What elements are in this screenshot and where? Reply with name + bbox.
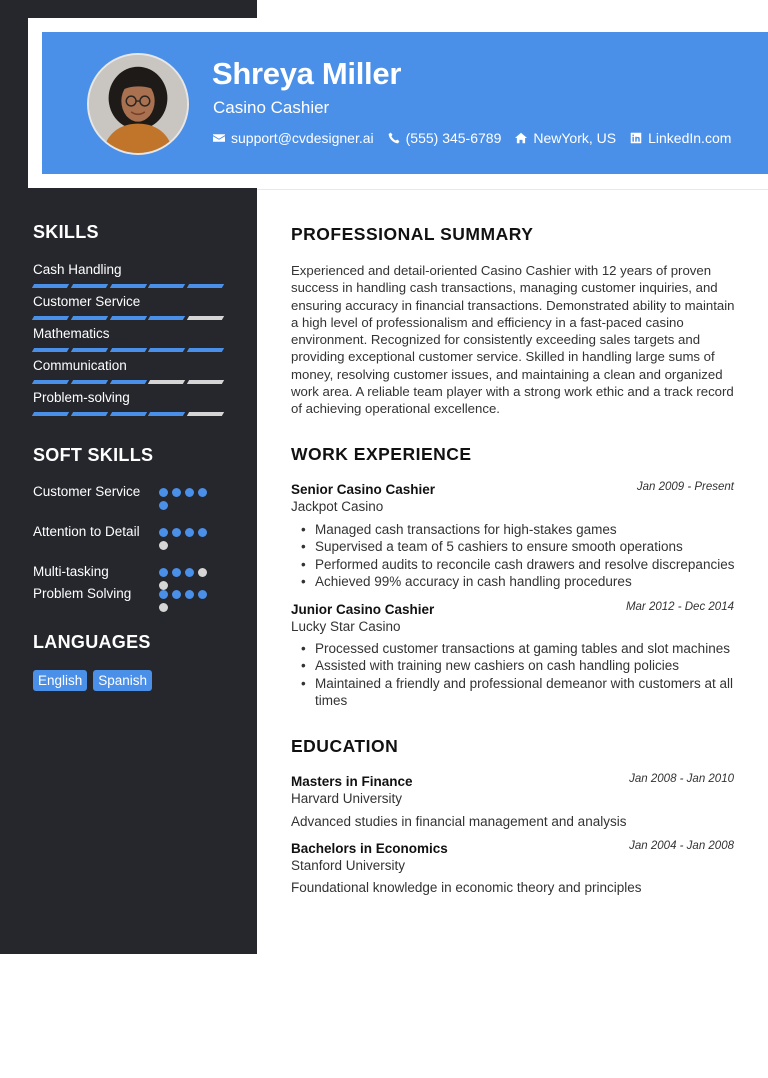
degree-dates: Jan 2004 - Jan 2008	[629, 840, 734, 852]
skill-rating-bar	[33, 380, 223, 384]
rating-dot-filled	[159, 528, 168, 537]
job-bullet: • Maintained a friendly and professional demeanor with customers at all times	[298, 675, 738, 710]
soft-skill-label: Problem Solving	[33, 586, 132, 601]
degree-school: Stanford University	[291, 858, 406, 873]
rating-dot-filled	[185, 488, 194, 497]
linkedin-icon	[630, 132, 642, 144]
soft-skills-heading: SOFT SKILLS	[33, 445, 154, 465]
header-divider	[257, 189, 768, 190]
job-company: Lucky Star Casino	[291, 619, 401, 634]
skill-label: Problem-solving	[33, 390, 130, 405]
skill-label: Customer Service	[33, 294, 141, 309]
language-badge-spanish: Spanish	[93, 670, 152, 691]
skill-rating-bar	[33, 412, 223, 416]
job-bullet: • Achieved 99% accuracy in cash handling procedures	[298, 573, 738, 590]
envelope-icon	[213, 132, 225, 144]
job-bullet: • Performed audits to reconcile cash drawers and resolve discrepancies	[298, 556, 738, 573]
job-company: Jackpot Casino	[291, 499, 384, 514]
rating-dot-filled	[198, 590, 207, 599]
soft-skill-label: Attention to Detail	[33, 524, 140, 539]
skill-segment-filled	[187, 284, 224, 288]
skill-segment-filled	[187, 348, 224, 352]
soft-skill-item	[33, 563, 233, 581]
soft-skill-label: Multi-tasking	[33, 564, 109, 579]
degree-description: Foundational knowledge in economic theory and principles	[291, 880, 642, 895]
job-bullet: • Supervised a team of 5 cashiers to ensure smooth operations	[298, 538, 738, 555]
degree-school: Harvard University	[291, 791, 403, 806]
skill-segment-empty	[187, 412, 224, 416]
job-dates: Jan 2009 - Present	[636, 481, 734, 493]
avatar	[87, 53, 189, 155]
skill-rating-bar	[33, 316, 223, 320]
skill-rating-bar	[33, 348, 223, 352]
rating-dot-empty	[159, 541, 168, 550]
skill-segment-filled	[32, 348, 69, 352]
skill-item	[33, 262, 223, 288]
rating-dot-empty	[159, 603, 168, 612]
skill-segment-empty	[187, 316, 224, 320]
skills-heading: SKILLS	[33, 222, 99, 242]
job-bullet: • Assisted with training new cashiers on cash handling policies	[298, 657, 738, 674]
skill-segment-filled	[148, 348, 185, 352]
skill-label: Cash Handling	[33, 262, 122, 277]
skill-item	[33, 294, 223, 320]
skill-item	[33, 390, 223, 416]
skill-segment-filled	[148, 316, 185, 320]
education-heading: EDUCATION	[291, 736, 399, 756]
skill-item	[33, 326, 223, 352]
skill-segment-filled	[109, 284, 146, 288]
rating-dot-filled	[159, 568, 168, 577]
contact-email[interactable]	[213, 130, 374, 146]
rating-dot-filled	[185, 528, 194, 537]
degree-description: Advanced studies in financial management and analysis	[291, 814, 627, 829]
job-bullet: • Managed cash transactions for high-stakes games	[298, 521, 738, 538]
soft-skill-rating-dots	[159, 488, 215, 510]
rating-dot-filled	[198, 528, 207, 537]
skill-segment-filled	[148, 412, 185, 416]
header	[28, 18, 768, 188]
job-dates: Mar 2012 - Dec 2014	[625, 601, 734, 613]
contact-location-text: NewYork, US	[533, 130, 617, 146]
contact-list	[213, 130, 731, 146]
candidate-role: Casino Cashier	[213, 98, 330, 117]
job-title: Senior Casino Cashier	[291, 482, 436, 497]
rating-dot-filled	[172, 590, 181, 599]
rating-dot-filled	[172, 488, 181, 497]
job-bullet: • Processed customer transactions at gaming tables and slot machines	[298, 640, 738, 657]
rating-dot-filled	[185, 568, 194, 577]
skill-segment-filled	[109, 316, 146, 320]
soft-skill-item	[33, 523, 233, 541]
skill-segment-filled	[32, 380, 69, 384]
rating-dot-empty	[198, 568, 207, 577]
skill-segment-filled	[71, 412, 108, 416]
soft-skill-label: Customer Service	[33, 484, 141, 499]
skill-label: Mathematics	[33, 326, 110, 341]
language-list	[33, 670, 152, 691]
skill-segment-filled	[32, 316, 69, 320]
skill-segment-empty	[148, 380, 185, 384]
degree-title: Masters in Finance	[291, 774, 413, 789]
soft-skill-item	[33, 585, 233, 603]
skill-segment-filled	[71, 380, 108, 384]
soft-skill-rating-dots	[159, 528, 215, 550]
languages-heading: LANGUAGES	[33, 632, 151, 652]
degree-title: Bachelors in Economics	[291, 841, 448, 856]
skill-segment-filled	[148, 284, 185, 288]
soft-skill-rating-dots	[159, 590, 215, 612]
skill-segment-filled	[71, 316, 108, 320]
rating-dot-filled	[185, 590, 194, 599]
job-title: Junior Casino Cashier	[291, 602, 435, 617]
skill-segment-filled	[32, 284, 69, 288]
rating-dot-filled	[159, 501, 168, 510]
skill-segment-filled	[109, 348, 146, 352]
skill-segment-filled	[109, 380, 146, 384]
skill-segment-filled	[109, 412, 146, 416]
rating-dot-filled	[172, 528, 181, 537]
degree-dates: Jan 2008 - Jan 2010	[629, 773, 734, 785]
rating-dot-filled	[159, 590, 168, 599]
skill-segment-empty	[187, 380, 224, 384]
phone-icon	[388, 132, 400, 144]
home-icon	[515, 132, 527, 144]
contact-linkedin-text: LinkedIn.com	[648, 130, 732, 146]
contact-linkedin[interactable]	[630, 130, 731, 146]
summary-text: Experienced and detail-oriented Casino Cashier with 12 years of proven success in handling cash transactions, managing customer inquiries, and ensuring accuracy in financial transactions. Demonstrated ability to maintain a high level of professionalism and efficiency in a fast-paced casino environment. Recognized for consistently exceeding sales targets and providing exceptional customer service. Skilled in handling large sums of money, resolving customer issues, and maintaining a clean and organized work area. A reliable team player with a strong work ethic and a track record of achieving operational excellence.	[291, 263, 735, 417]
skill-segment-filled	[71, 348, 108, 352]
skill-segment-filled	[71, 284, 108, 288]
contact-email-text: support@cvdesigner.ai	[231, 130, 374, 146]
experience-heading: WORK EXPERIENCE	[291, 444, 472, 464]
job-bullets	[298, 521, 738, 590]
header-banner	[42, 32, 768, 174]
job-bullets	[298, 640, 738, 709]
soft-skill-item	[33, 483, 233, 501]
skill-segment-filled	[32, 412, 69, 416]
language-badge-english: English	[33, 670, 87, 691]
rating-dot-filled	[198, 488, 207, 497]
contact-phone-text: (555) 345-6789	[405, 130, 502, 146]
profile-photo-icon	[89, 55, 187, 153]
candidate-name: Shreya Miller	[212, 56, 402, 91]
rating-dot-filled	[172, 568, 181, 577]
skill-label: Communication	[33, 358, 127, 373]
skill-item	[33, 358, 223, 384]
rating-dot-filled	[159, 488, 168, 497]
contact-location	[515, 130, 616, 146]
skill-rating-bar	[33, 284, 223, 288]
summary-heading: PROFESSIONAL SUMMARY	[291, 224, 534, 244]
contact-phone[interactable]	[388, 130, 502, 146]
